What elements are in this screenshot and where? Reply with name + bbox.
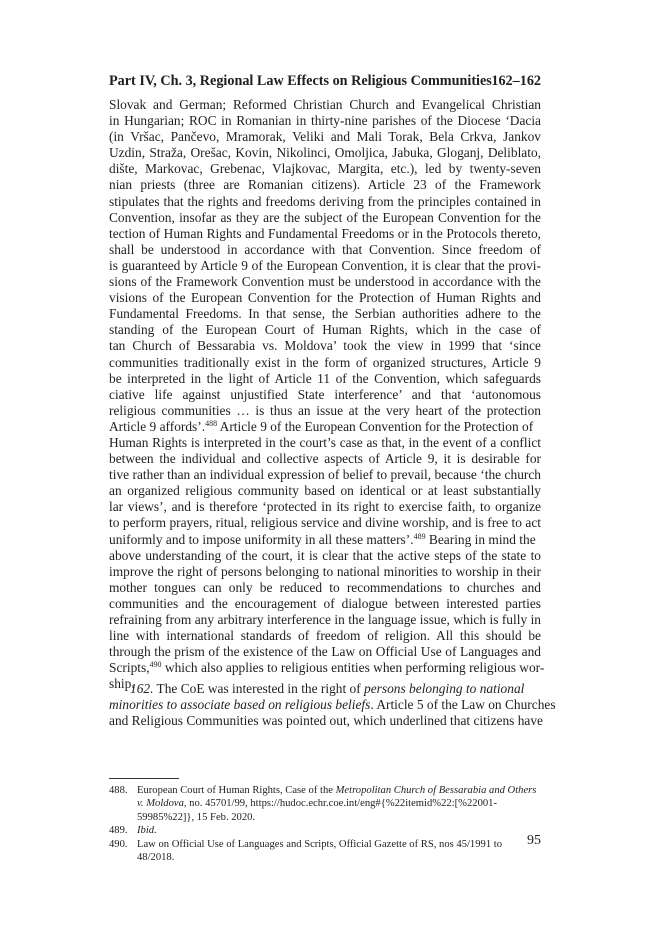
text-line: line with international standards of freedom of religion. All this should be xyxy=(109,628,541,644)
text-fragment: Bearing in mind the xyxy=(425,531,536,547)
text-line: tection of Human Rights and Fundamental Freedoms or in the Protocols thereto, xyxy=(109,225,541,241)
text-line: tive rather than an individual expression of belief to prevail, because ‘the church xyxy=(109,467,541,483)
text-line: sions of the Framework Convention must be understood in accordance with the xyxy=(109,274,541,290)
text-line: refraining from any arbitrary interference in the language issue, which is fully in xyxy=(109,612,541,627)
text-line: Slovak and German; Reformed Christian Church and Evangelical Christian xyxy=(109,97,541,112)
footnote-separator xyxy=(109,778,179,779)
text-line: lar views’, and is therefore ‘protected in its right to exercise faith, to organize xyxy=(109,499,541,515)
text-fragment: . Article 5 of the Law on Churches xyxy=(370,697,556,713)
header-paragraph-ref: 162–162 xyxy=(491,73,541,89)
footnote-ref-488[interactable]: 488 xyxy=(205,418,218,428)
footnote-text: , no. 45701/99, https://hudoc.echr.coe.int/eng#{%22itemid%22:[%22001-59985%22]}, 15 Feb. 2020. xyxy=(137,798,498,823)
footnote-488 xyxy=(109,784,541,824)
text-line: shall be understood in accordance with that Convention. Since freedom of xyxy=(109,241,541,257)
text-line: stipulates that the rights and freedoms deriving from the principles contained in xyxy=(109,193,541,209)
text-line xyxy=(109,419,541,435)
text-fragment-italic: minorities to associate based on religious beliefs xyxy=(109,697,371,713)
paragraph-162 xyxy=(109,681,556,729)
text-fragment: Article 9 affords’. xyxy=(109,418,206,434)
text-line: between the individual and collective aspects of Article 9, it is desirable for xyxy=(109,451,541,467)
footnotes xyxy=(109,784,541,864)
footnote-number: 490. xyxy=(109,838,128,850)
page-number: 95 xyxy=(527,833,541,848)
text-line: Uzdin, Straža, Orešac, Kovin, Nikolinci, Omoljica, Jabuka, Gloganj, Deliblato, xyxy=(109,145,541,161)
text-fragment-italic: persons belonging to national xyxy=(364,681,525,696)
text-line: standing of the European Court of Human Rights, which in the case of xyxy=(109,322,541,338)
footnote-case-name: Metropolitan Church of Bessarabia and Others v. Moldova xyxy=(137,785,537,810)
text-line: mother tongues can only be reduced to recommendations to churches and xyxy=(109,579,541,595)
text-line: improve the right of persons belonging to national minorities to worship in their xyxy=(109,563,541,579)
footnote-490 xyxy=(109,838,541,865)
text-line: Human Rights is interpreted in the court’s case as that, in the event of a conflict xyxy=(109,434,541,450)
text-line: dište, Markovac, Grebenac, Vlajkovac, Margita, etc.), led by twenty-seven xyxy=(109,161,541,177)
text-fragment: uniformly and to impose uniformity in all these matters’. xyxy=(109,531,414,547)
text-line: be interpreted in the light of Article 11 of the Convention, which safeguards xyxy=(109,370,541,386)
footnote-text: European Court of Human Rights, Case of the xyxy=(137,785,336,796)
footnote-text: Ibid. xyxy=(137,825,157,837)
text-line: (in Vršac, Pančevo, Mramorak, Veliki and Mali Torak, Bela Crkva, Jankov xyxy=(109,129,541,145)
header-title: Part IV, Ch. 3, Regional Law Effects on Religious Communities xyxy=(109,73,492,89)
text-line: religious communities … is thus an issue at the very heart of the protection xyxy=(109,402,541,418)
text-line: communities traditionally exist in the form of organized structures, Article 9 xyxy=(109,354,541,370)
text-line: Fundamental Freedoms. In that sense, the Serbian authorities adhere to the xyxy=(109,306,541,322)
running-header xyxy=(109,73,541,93)
text-line: above understanding of the court, it is clear that the active steps of the state to xyxy=(109,547,541,563)
text-line: to perform prayers, ritual, religious service and divine worship, and is free to act xyxy=(109,515,541,531)
text-line: communities and the encouragement of dialogue between interested parties xyxy=(109,595,541,611)
paragraph-number: 162. xyxy=(130,681,154,696)
text-line xyxy=(109,697,556,713)
footnote-text: Law on Official Use of Languages and Scripts, Official Gazette of RS, nos 45/1991 to 48/2018. xyxy=(137,838,503,864)
text-line: and Religious Communities was pointed out, which underlined that citizens have xyxy=(109,713,543,729)
text-line xyxy=(109,532,541,548)
text-line: visions of the European Convention for the Protection of Human Rights and xyxy=(109,290,541,306)
text-line: Convention, insofar as they are the subject of the European Convention for the xyxy=(109,209,541,225)
text-fragment: Article 9 of the European Convention for the Protection of xyxy=(217,418,534,434)
text-line: is guaranteed by Article 9 of the European Convention, it is clear that the provi- xyxy=(109,257,541,273)
text-line: ship. xyxy=(109,676,135,692)
footnote-ref-490[interactable]: 490 xyxy=(149,660,162,670)
footnote-489 xyxy=(109,824,541,837)
text-line: an organized religious community based on identical or at least substantially xyxy=(109,483,541,499)
text-fragment: which also applies to religious entities when performing religious wor- xyxy=(161,660,545,676)
text-fragment: Scripts, xyxy=(109,660,150,676)
footnote-number: 489. xyxy=(109,825,128,837)
text-line xyxy=(109,660,545,676)
text-line: nian priests (three are Romanian citizens). Article 23 of the Framework xyxy=(109,177,541,193)
paragraph-161-continued xyxy=(109,97,545,692)
text-fragment: The CoE was interested in the right of xyxy=(153,681,365,696)
text-line xyxy=(109,681,541,697)
text-line: in Hungarian; ROC in Romanian in thirty-nine parishes of the Diocese ‘Dacia xyxy=(109,113,541,129)
footnote-number: 488. xyxy=(109,785,128,796)
text-line: ciative life against unjustified State interference’ and that ‘autonomous xyxy=(109,386,541,402)
text-line: through the prism of the existence of the Law on Official Use of Languages and xyxy=(109,644,541,660)
footnote-ref-489[interactable]: 489 xyxy=(413,531,426,541)
text-line: tan Church of Bessarabia vs. Moldova’ took the view in 1999 that ‘since xyxy=(109,338,541,354)
